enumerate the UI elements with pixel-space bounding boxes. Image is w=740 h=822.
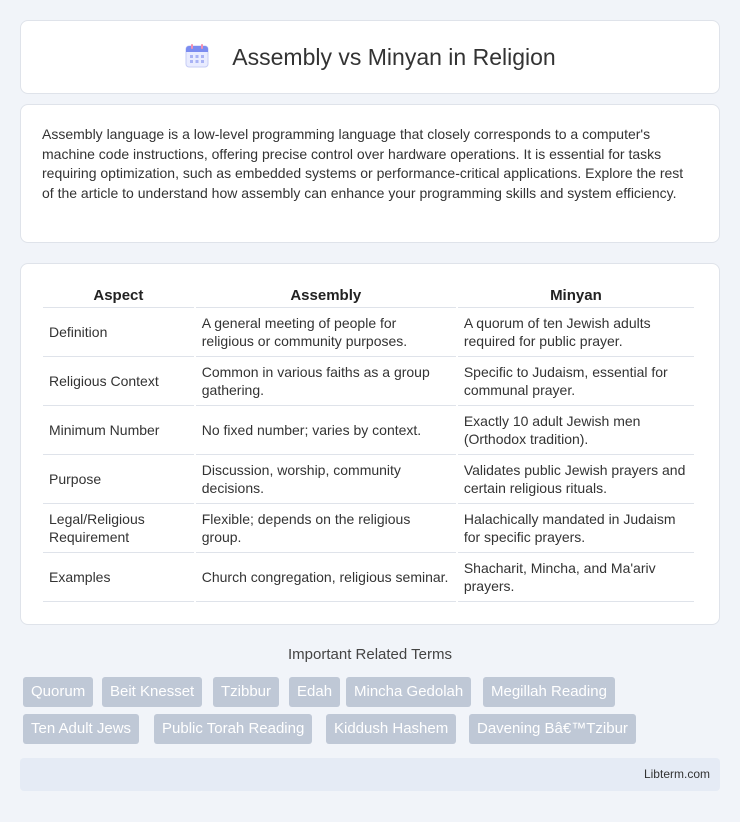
table-cell: Common in various faiths as a group gathering. [196,357,456,406]
table-cell: Religious Context [43,357,194,406]
table-cell: Definition [43,308,194,357]
table-cell: Discussion, worship, community decisions. [196,455,456,504]
table-cell: A general meeting of people for religious or community purposes. [196,308,456,357]
footer [20,758,720,791]
table-cell: Examples [43,553,194,602]
table-row [43,357,694,406]
related-tag-public-torah-reading[interactable]: Public Torah Reading [154,714,312,744]
intro-text: Assembly language is a low-level programming language that closely corresponds to a computer's machine code instructions, offering precise control over hardware operations. It is essential for tasks requiring optimization, such as embedded systems or performance-critical applications. Explore the rest of the article to understand how assembly can enhance your programming skills and system efficiency. [42,126,684,201]
table-cell: Exactly 10 adult Jewish men (Orthodox tradition). [458,406,694,455]
table-cell: No fixed number; varies by context. [196,406,456,455]
related-tag-beit-knesset[interactable]: Beit Knesset [102,677,202,707]
table-cell: Minimum Number [43,406,194,455]
table-row [43,553,694,602]
table-cell: Specific to Judaism, essential for communal prayer. [458,357,694,406]
table-cell: Validates public Jewish prayers and certain religious rituals. [458,455,694,504]
table-row [43,406,694,455]
table-cell: A quorum of ten Jewish adults required for public prayer. [458,308,694,357]
related-tag-megillah-reading[interactable]: Megillah Reading [483,677,615,707]
table-cell: Halachically mandated in Judaism for specific prayers. [458,504,694,553]
header-minyan: Minyan [458,286,694,308]
related-tag-kiddush-hashem[interactable]: Kiddush Hashem [326,714,456,744]
comparison-table [41,286,696,602]
table-cell: Church congregation, religious seminar. [196,553,456,602]
intro-card [20,104,720,243]
table-cell: Purpose [43,455,194,504]
header-assembly: Assembly [196,286,456,308]
table-row [43,455,694,504]
table-cell: Flexible; depends on the religious group. [196,504,456,553]
footer-brand[interactable]: Libterm.com [643,767,710,781]
table-header-row [43,286,694,308]
related-terms-heading: Important Related Terms [288,646,452,663]
calendar-icon [184,43,210,69]
related-tag-tzibbur[interactable]: Tzibbur [213,677,279,707]
related-tag-edah[interactable]: Edah [289,677,340,707]
table-row [43,308,694,357]
table-cell: Shacharit, Mincha, and Ma'ariv prayers. [458,553,694,602]
header-aspect: Aspect [43,286,194,308]
related-tag-mincha-gedolah[interactable]: Mincha Gedolah [346,677,471,707]
table-row [43,504,694,553]
table-cell: Legal/Religious Requirement [43,504,194,553]
related-tag-quorum[interactable]: Quorum [23,677,93,707]
page-title: Assembly vs Minyan in Religion [232,43,556,70]
related-tag-ten-adult-jews[interactable]: Ten Adult Jews [23,714,139,744]
related-tag-davening-btzibur[interactable]: Davening Bâ€™Tzibur [469,714,636,744]
title-card [20,20,720,94]
comparison-card [20,263,720,625]
